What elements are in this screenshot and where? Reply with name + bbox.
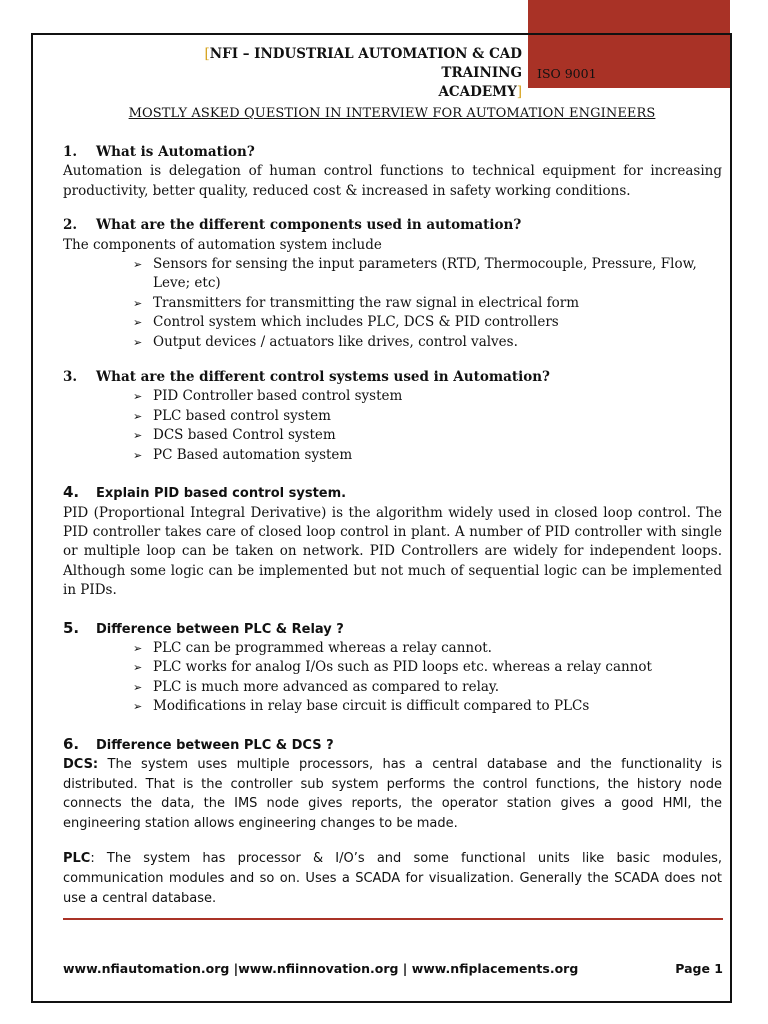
arrow-bullet-icon: ➢ [133,448,143,462]
arrow-bullet-icon: ➢ [133,700,143,714]
question-number: 1. [63,144,78,160]
document-title: MOSTLY ASKED QUESTION IN INTERVIEW FOR AUTOMATION ENGINEERS [128,106,656,121]
arrow-bullet-icon: ➢ [133,390,143,404]
arrow-bullet-icon: ➢ [133,661,143,675]
list-item: ➢ Control system which includes PLC, DCS & PID controllers [133,313,722,332]
question-1-answer: Automation is delegation of human control functions to technical equipment for increasing productivity, better quality, reduced cost & increased in safety working conditions. [63,163,722,199]
list-item: ➢ PID Controller based control system [133,387,722,406]
question-text: What are the different control systems used in Automation? [96,369,550,386]
question-4-heading [63,483,722,503]
org-line-1: NFI – INDUSTRIAL AUTOMATION & CAD TRAINING [209,46,522,81]
list-item: ➢ Modifications in relay base circuit is difficult compared to PLCs [133,697,722,716]
dcs-label: DCS: [63,756,99,772]
question-number: 3. [63,369,78,386]
question-6-heading [63,735,722,755]
footer-links: www.nfiautomation.org |www.nfiinnovation.org | www.nfiplacements.org [63,961,579,976]
dcs-paragraph [63,755,722,833]
plc-paragraph [63,849,722,908]
list-item: ➢ PLC can be programmed whereas a relay cannot. [133,639,722,658]
page-number: Page 1 [675,961,723,976]
dcs-text: The system uses multiple processors, has a central database and the functionality is distributed. That is the controller sub system performs the control functions, the history node connects the data, the IMS node gives reports, the operator station gives a good HMI, the engineering station allows engineering changes to be made. [63,756,722,831]
question-3-heading [63,368,722,387]
question-text: Difference between PLC & DCS ? [96,737,334,753]
footer-divider [63,918,723,920]
arrow-bullet-icon: ➢ [133,296,143,310]
org-line-2: ACADEMY [438,84,517,100]
question-text: Explain PID based control system. [96,486,347,502]
question-2-list [63,255,722,352]
question-4-answer: PID (Proportional Integral Derivative) is the algorithm widely used in closed loop control. The PID controller takes care of closed loop control in plant. A number of PID controller with single or multiple loop can be taken on network. PID Controllers are widely for independent loops. Although some logic can be implemented but not much of sequential logic can be implemented in PIDs. [63,504,722,599]
question-2-intro: The components of automation system include [63,236,382,253]
arrow-bullet-icon: ➢ [133,641,143,655]
list-item: ➢ PLC is much more advanced as compared to relay. [133,678,722,697]
question-number: 2. [63,217,78,234]
question-number: 5. [63,618,80,637]
question-5-list [63,639,722,717]
header-org-name [120,45,522,102]
arrow-bullet-icon: ➢ [133,409,143,423]
question-2-heading [63,216,722,235]
plc-text: : The system has processor & I/O’s and some functional units like basic modules, communication modules and so on. Uses a SCADA for visualization. Generally the SCADA does not use a central database. [63,851,722,906]
list-item: ➢ Output devices / actuators like drives, control valves. [133,333,722,352]
plc-label: PLC [63,851,91,867]
arrow-bullet-icon: ➢ [133,258,143,272]
arrow-bullet-icon: ➢ [133,316,143,330]
list-item: ➢ PC Based automation system [133,446,722,465]
question-text: What is Automation? [96,144,255,160]
question-3-list [63,387,722,465]
question-text: Difference between PLC & Relay ? [96,621,344,637]
list-item: ➢ Sensors for sensing the input parameters (RTD, Thermocouple, Pressure, Flow, Leve; etc) [133,256,697,292]
iso-label: ISO 9001 [537,66,597,81]
question-number: 6. [63,734,80,753]
question-1-heading [63,143,722,162]
list-item: ➢ PLC works for analog I/Os such as PID loops etc. whereas a relay cannot [133,658,722,677]
question-number: 4. [63,483,80,502]
question-5-heading [63,619,722,639]
arrow-bullet-icon: ➢ [133,429,143,443]
footer [63,961,723,976]
close-bracket: ] [516,84,522,100]
list-item: ➢ DCS based Control system [133,426,722,445]
open-bracket: [ [204,46,210,62]
document-body [63,143,722,908]
question-text: What are the different components used in automation? [96,217,522,234]
list-item: ➢ Transmitters for transmitting the raw signal in electrical form [133,294,722,313]
list-item: ➢ PLC based control system [133,407,722,426]
arrow-bullet-icon: ➢ [133,680,143,694]
arrow-bullet-icon: ➢ [133,335,143,349]
